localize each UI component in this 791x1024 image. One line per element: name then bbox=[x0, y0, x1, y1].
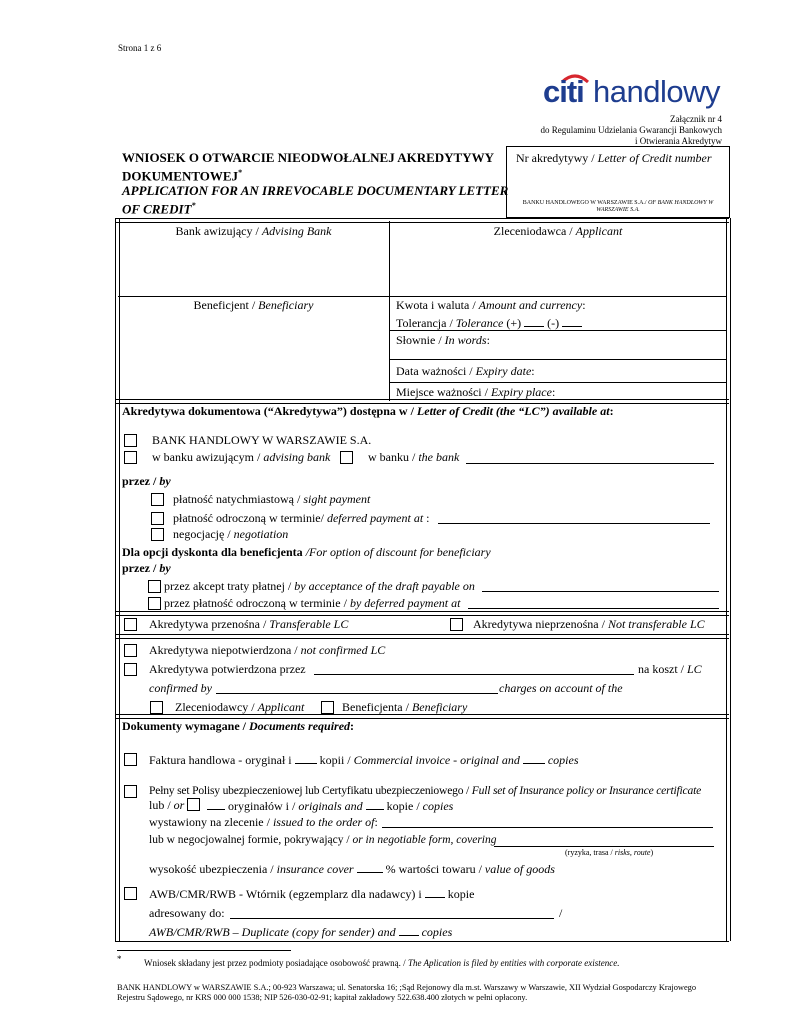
at-cost-pl: na koszt / bbox=[638, 662, 687, 676]
awb-en-label bbox=[149, 924, 452, 940]
in-words-en: In words bbox=[444, 333, 487, 347]
nontransferable-en: Not transferable LC bbox=[607, 617, 705, 631]
cover-en: insurance cover bbox=[276, 862, 354, 876]
form-right-border bbox=[726, 218, 731, 941]
insurance-copies-pl: kopie / bbox=[383, 799, 423, 813]
confirmed-by-label: confirmed by bbox=[149, 681, 212, 695]
by-pl-2: przez / bbox=[122, 561, 160, 575]
in-words-label[interactable]: Słownie / In words: bbox=[396, 333, 490, 347]
percent-pl: % wartości towaru / bbox=[382, 862, 485, 876]
charges-beneficiary-en: Beneficiary bbox=[411, 700, 468, 714]
charges-applicant-checkbox[interactable] bbox=[150, 701, 163, 714]
availability-bottom-border bbox=[115, 611, 729, 616]
sight-en: sight payment bbox=[303, 492, 371, 506]
transferable-checkbox[interactable] bbox=[124, 618, 137, 631]
tolerance-en: Tolerance bbox=[455, 316, 504, 330]
by-en-2: by bbox=[159, 561, 171, 575]
documents-header-pl: Dokumenty wymagane / bbox=[122, 719, 250, 733]
title-pl-line-2: DOKUMENTOWEJ bbox=[122, 168, 239, 184]
transfer-bottom-border bbox=[115, 634, 729, 639]
footnote-separator bbox=[117, 950, 291, 951]
not-confirmed-checkbox[interactable] bbox=[124, 644, 137, 657]
tolerance-minus: (-) bbox=[547, 316, 560, 330]
charges-beneficiary-checkbox[interactable] bbox=[321, 701, 334, 714]
deferred-en: deferred payment at bbox=[326, 511, 424, 525]
insurance-or-pl: lub / bbox=[149, 798, 174, 812]
not-confirmed-pl: Akredytywa niepotwierdzona / bbox=[149, 643, 301, 657]
not-confirmed-label bbox=[149, 643, 385, 658]
footnote-pl: Wniosek składany jest przez podmioty posiadające osobowość prawną. / bbox=[144, 958, 408, 968]
title-en bbox=[122, 183, 508, 216]
awb-pl-2: kopie bbox=[444, 887, 475, 901]
issued-to-label: wystawiony na zlecenie / issued to the order of: bbox=[149, 815, 378, 829]
tolerance-pl: Tolerancja / bbox=[396, 316, 456, 330]
invoice-copies-field[interactable] bbox=[295, 752, 317, 764]
advising-bank-en: Advising Bank bbox=[261, 224, 332, 238]
charges-applicant-en: Applicant bbox=[257, 700, 305, 714]
expiry-date-en: Expiry date bbox=[475, 364, 532, 378]
footer bbox=[117, 983, 696, 1003]
footer-line-1: BANK HANDLOWY w WARSZAWIE S.A.; 00-923 Warszawa; ul. Senatorska 16; ;Sąd Rejonowy dla m.st. Warszawy w Warszawie, XII Wydział Gospodarczy Krajowego bbox=[117, 983, 697, 992]
invoice-label bbox=[149, 752, 579, 768]
negotiable-pl: lub w negocjowalnej formie, pokrywający / bbox=[149, 834, 353, 846]
addressed-to-field[interactable] bbox=[230, 918, 554, 919]
insurance-checkbox[interactable] bbox=[124, 785, 137, 798]
awb-en-2: copies bbox=[418, 925, 453, 939]
insurance-pl: Pełny set Polisy ubezpieczeniowej lub Certyfikatu ubezpieczeniowego / bbox=[149, 784, 472, 797]
beneficiary-field[interactable] bbox=[118, 314, 388, 398]
insurance-copies-field[interactable] bbox=[366, 798, 384, 810]
addressed-to-slash: / bbox=[559, 906, 563, 920]
lc-number-note bbox=[512, 200, 724, 214]
bank-handlowy-label: BANK HANDLOWY W WARSZAWIE S.A. bbox=[152, 433, 372, 447]
title-en-asterisk: * bbox=[191, 201, 196, 210]
draft-acceptance-checkbox[interactable] bbox=[148, 580, 161, 593]
def2-en: by deferred payment at bbox=[349, 596, 461, 610]
deferred-payment-label: płatność odroczoną w terminie/ deferred payment at : bbox=[173, 511, 430, 525]
beneficiary-en: Beneficiary bbox=[258, 298, 314, 312]
awb-en-1: AWB/CMR/RWB – Duplicate (copy for sender) and bbox=[149, 925, 399, 939]
page-counter: Strona 1 z 6 bbox=[118, 43, 162, 53]
issued-en: issued to the order of bbox=[272, 815, 375, 829]
addressed-to-label: adresowany do: bbox=[149, 906, 225, 920]
form-bottom-border bbox=[115, 941, 729, 942]
deferred-payment-checkbox[interactable] bbox=[151, 512, 164, 525]
beneficiary-pl: Beneficjent / bbox=[193, 298, 259, 312]
charges-applicant-pl: Zleceniodawcy / bbox=[175, 700, 258, 714]
confirmed-checkbox[interactable] bbox=[124, 663, 137, 676]
other-bank-field[interactable] bbox=[466, 463, 714, 464]
negotiable-form-label bbox=[149, 834, 497, 846]
expiry-date-pl: Data ważności / bbox=[396, 364, 476, 378]
deferred-payment-field[interactable] bbox=[438, 523, 710, 524]
applicant-label bbox=[390, 224, 726, 239]
logo-brand: citi bbox=[543, 74, 584, 109]
negotiation-checkbox[interactable] bbox=[151, 528, 164, 541]
title-pl bbox=[122, 150, 494, 183]
transferable-en: Transferable LC bbox=[269, 617, 349, 631]
amount-en: Amount and currency bbox=[478, 298, 583, 312]
lc-number-label bbox=[516, 151, 712, 166]
negotiable-en: or in negotiable form, covering bbox=[352, 834, 497, 846]
lc-number-note-pl: BANKU HANDLOWEGO W WARSZAWIE S.A./ bbox=[522, 200, 649, 206]
in-words-pl: Słownie / bbox=[396, 333, 445, 347]
invoice-en-2: copies bbox=[544, 753, 579, 767]
availability-header-pl: Akredytywa dokumentowa (“Akredytywa”) dostępna w / bbox=[122, 404, 417, 418]
expiry-place-label[interactable]: Miejsce ważności / Expiry place: bbox=[396, 385, 556, 399]
risks-pl: (ryzyka, trasa / bbox=[565, 848, 615, 857]
risks-route-hint bbox=[565, 848, 653, 857]
confirmed-by-field[interactable] bbox=[216, 693, 498, 694]
discount-en: /For option of discount for beneficiary bbox=[305, 545, 491, 559]
discount-pl: Dla opcji dyskonta dla beneficjenta bbox=[122, 545, 306, 559]
title-pl-line-1: WNIOSEK O OTWARCIE NIEODWOŁALNEJ AKREDYTYWY bbox=[122, 150, 495, 165]
invoice-pl-1: Faktura handlowa - oryginał i bbox=[149, 753, 295, 767]
invoice-copies-en-field[interactable] bbox=[523, 752, 545, 764]
annex-line-2: do Regulaminu Udzielania Gwarancji Bankowych bbox=[540, 125, 722, 135]
lc-number-label-en: Letter of Credit number bbox=[597, 151, 712, 165]
footnote-text bbox=[144, 958, 619, 968]
expiry-place-pl: Miejsce ważności / bbox=[396, 385, 491, 399]
insurance-copies-en: copies bbox=[422, 799, 454, 813]
draft-pl: przez akcept traty płatnej / bbox=[164, 579, 295, 593]
other-bank-option bbox=[368, 450, 459, 465]
documents-header: Dokumenty wymagane / Documents required: bbox=[122, 719, 355, 733]
invoice-en-1: Commercial invoice - original and bbox=[353, 753, 523, 767]
deferred-payment-2-label bbox=[164, 596, 460, 611]
footnote-mark: * bbox=[117, 954, 122, 964]
charges-applicant-label bbox=[175, 700, 304, 715]
by-en: by bbox=[159, 474, 171, 488]
insurance-or-line bbox=[149, 798, 184, 813]
confirmed-label: Akredytywa potwierdzona przez bbox=[149, 662, 306, 676]
not-confirmed-en: not confirmed LC bbox=[300, 643, 386, 657]
availability-header-en: Letter of Credit (the “LC”) available at bbox=[416, 404, 610, 418]
expiry-date-label[interactable]: Data ważności / Expiry date: bbox=[396, 364, 535, 378]
insurance-or-en: or bbox=[173, 798, 185, 812]
documents-header-en: Documents required bbox=[249, 719, 351, 733]
insurance-label bbox=[149, 784, 701, 797]
awb-checkbox[interactable] bbox=[124, 887, 137, 900]
negotiable-form-field[interactable] bbox=[494, 846, 714, 847]
cover-pl: wysokość ubezpieczenia / bbox=[149, 862, 277, 876]
deferred-payment-2-checkbox[interactable] bbox=[148, 597, 161, 610]
issued-pl: wystawiony na zlecenie / bbox=[149, 815, 273, 829]
by-label bbox=[122, 474, 171, 489]
awb-en-copies-field[interactable] bbox=[399, 924, 419, 936]
citi-handlowy-logo bbox=[543, 70, 723, 112]
applicant-pl: Zleceniodawca / bbox=[493, 224, 576, 238]
availability-header: Akredytywa dokumentowa (“Akredytywa”) dostępna w / Letter of Credit (the “LC”) available at: bbox=[122, 404, 614, 418]
advising-bank-option bbox=[152, 450, 330, 465]
negotiation-pl: negocjację / bbox=[173, 527, 234, 541]
draft-acceptance-label bbox=[164, 579, 475, 594]
expiry-place-en: Expiry place bbox=[490, 385, 552, 399]
title-pl-asterisk: * bbox=[238, 168, 243, 177]
footnote-en: The Aplication is filed by entities with corporate existence. bbox=[407, 958, 620, 968]
issued-to-field[interactable] bbox=[382, 827, 713, 828]
negotiation-label bbox=[173, 527, 288, 542]
charges-label: charges on account of the bbox=[499, 681, 623, 695]
at-cost-en: LC bbox=[687, 662, 702, 676]
risks-close: ) bbox=[650, 848, 654, 857]
insurance-originals-field[interactable] bbox=[207, 798, 225, 810]
annex-note bbox=[541, 114, 722, 147]
other-bank-checkbox[interactable] bbox=[340, 451, 353, 464]
charges-beneficiary-pl: Beneficjenta / bbox=[342, 700, 412, 714]
awb-pl-1: AWB/CMR/RWB - Wtórnik (egzemplarz dla nadawcy) i bbox=[149, 887, 425, 901]
other-bank-en: the bank bbox=[418, 450, 460, 464]
risks-en: risks, route bbox=[614, 848, 651, 857]
sight-payment-label bbox=[173, 492, 370, 507]
draft-acceptance-field[interactable] bbox=[482, 591, 719, 592]
tolerance-plus: (+) bbox=[506, 316, 522, 330]
form-top-border bbox=[115, 218, 729, 223]
insurance-originals-en: originals and bbox=[298, 799, 363, 813]
non-transferable-checkbox[interactable] bbox=[450, 618, 463, 631]
advising-bank-checkbox[interactable] bbox=[124, 451, 137, 464]
insurance-originals-line bbox=[207, 798, 453, 814]
tolerance-label[interactable] bbox=[396, 315, 582, 331]
amount-label[interactable]: Kwota i waluta / Amount and currency: bbox=[396, 298, 586, 312]
logo-name: handlowy bbox=[593, 74, 720, 109]
footer-line-2: Rejestru Sądowego, nr KRS 000 000 1538; NIP 526-030-02-91; kapitał zakładowy 522.638.400 złotych w pełni opłacony. bbox=[117, 993, 528, 1002]
invoice-pl-2: kopii / bbox=[316, 753, 354, 767]
transferable-label bbox=[149, 617, 348, 632]
insurance-cover-field[interactable] bbox=[357, 861, 383, 873]
words-line bbox=[389, 359, 726, 360]
percent-en: value of goods bbox=[484, 862, 555, 876]
nontransferable-pl: Akredytywa nieprzenośna / bbox=[473, 617, 608, 631]
deferred-payment-2-field[interactable] bbox=[468, 608, 719, 609]
annex-line-3: i Otwierania Akredytyw bbox=[635, 136, 722, 146]
discount-label bbox=[122, 545, 491, 560]
tolerance-minus-field[interactable] bbox=[562, 315, 582, 327]
sight-payment-checkbox[interactable] bbox=[151, 493, 164, 506]
awb-label bbox=[149, 886, 474, 902]
by-pl: przez / bbox=[122, 474, 160, 488]
def2-pl: przez płatność odroczoną w terminie / bbox=[164, 596, 350, 610]
non-transferable-label bbox=[473, 617, 705, 632]
by-label-2 bbox=[122, 561, 171, 576]
deferred-pl: płatność odroczoną w terminie/ bbox=[173, 511, 327, 525]
confirming-bank-field[interactable] bbox=[314, 674, 634, 675]
sight-pl: płatność natychmiastową / bbox=[173, 492, 304, 506]
awb-copies-field[interactable] bbox=[425, 886, 445, 898]
advising-bank-field[interactable] bbox=[118, 240, 388, 294]
at-cost-label bbox=[638, 662, 702, 677]
advising-bank-label bbox=[118, 224, 389, 239]
draft-en: by acceptance of the draft payable on bbox=[294, 579, 475, 593]
insurance-cover-label bbox=[149, 861, 555, 877]
title-en-line-2: OF CREDIT bbox=[122, 201, 192, 217]
advising-option-en: advising bank bbox=[263, 450, 331, 464]
advising-option-pl: w banku awizującym / bbox=[152, 450, 264, 464]
lc-number-label-pl: Nr akredytywy / bbox=[516, 151, 598, 165]
invoice-checkbox[interactable] bbox=[124, 753, 137, 766]
title-en-line-1: APPLICATION FOR AN IRREVOCABLE DOCUMENTARY LETTER bbox=[122, 183, 509, 198]
advising-bank-pl: Bank awizujący / bbox=[175, 224, 262, 238]
bank-handlowy-checkbox[interactable] bbox=[124, 434, 137, 447]
beneficiary-label bbox=[118, 298, 389, 313]
charges-beneficiary-label bbox=[342, 700, 467, 715]
amount-pl: Kwota i waluta / bbox=[396, 298, 479, 312]
negotiation-en: negotiation bbox=[233, 527, 289, 541]
lc-number-note-en: OF BANK HANDLOWY W WARSZAWIE S.A. bbox=[596, 200, 714, 213]
annex-line-1: Załącznik nr 4 bbox=[670, 114, 722, 124]
insurance-originals-pl: oryginałów i / bbox=[225, 799, 299, 813]
other-bank-pl: w banku / bbox=[368, 450, 419, 464]
tolerance-plus-field[interactable] bbox=[524, 315, 544, 327]
insurance-en: Full set of Insurance policy or Insurance certificate bbox=[471, 784, 702, 797]
parties-mid-line bbox=[118, 296, 726, 297]
applicant-en: Applicant bbox=[575, 224, 623, 238]
transferable-pl: Akredytywa przenośna / bbox=[149, 617, 270, 631]
expiry-date-line bbox=[389, 382, 726, 383]
applicant-field[interactable] bbox=[390, 240, 726, 294]
insurance-or-checkbox[interactable] bbox=[187, 798, 200, 811]
